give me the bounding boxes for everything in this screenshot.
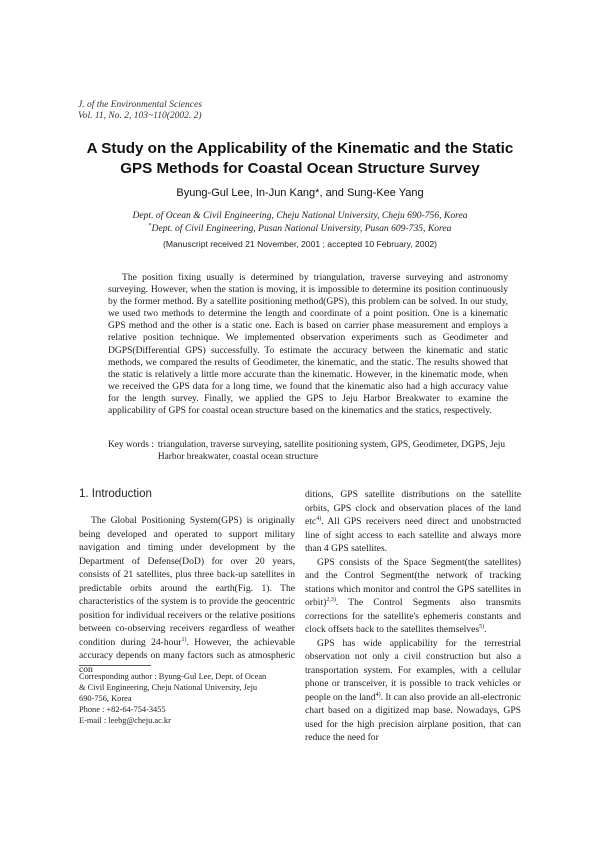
footnote-line-3: 690-756, Korea [79, 694, 132, 703]
citation-ref: 4) [375, 691, 381, 698]
keywords [108, 439, 518, 463]
paper-title [60, 139, 540, 179]
manuscript-dates: (Manuscript received 21 November, 2001 ; accepted 10 February, 2002) [162, 239, 438, 249]
intro-paragraph-1-continued: ditions, GPS satellite distributions on the satellite orbits, GPS clock and observation places of the land etc$^{4)}$. All GPS receivers need direct and unobstructed line of sight access to each satellite and always more than 4 GPS satellites. [305, 489, 521, 554]
corresponding-author-footnote [79, 671, 294, 726]
intro-paragraph-1: The Global Positioning System(GPS) is originally being developed and operated to support military navigation and timing under development by the Department of Defense(DoD) for over 20 years, consists of 21 satellites, plus three back-up satellites in predictable orbits around the earth(Fig. 1). The characteristics of the system is to provide the geocentric position for individual receivers or the relative positions between co-observing receivers regardless of weather condition during 24-hour$^{1)}$. However, the achievable accuracy depends on many factors such as atmospheric con [79, 515, 295, 675]
section-heading: 1. Introduction [79, 488, 152, 500]
title-line-1: A Study on the Applicability of the Kinematic and the Static [86, 140, 514, 157]
journal-volume: Vol. 11, No. 2, 103~110(2002. 2) [78, 110, 202, 121]
citation-ref: 1) [181, 636, 187, 643]
footnote-line-1: Corresponding author : Byung-Gul Lee, Dept. of Ocean [79, 672, 267, 681]
keywords-label: Key words : [108, 440, 154, 450]
citation-ref: 4) [316, 515, 322, 522]
citation-ref: 2,3) [326, 596, 336, 603]
title-line-2: GPS Methods for Coastal Ocean Structure Survey [120, 160, 480, 177]
intro-paragraph-2: GPS consists of the Space Segment(the satellites) and the Control Segment(the network of tracking stations which monitor and control the GPS satellites in orbit)$^{2,3)}$. The Control Segments also transmits corrections for the satellite's ephemeris constants and clock offsets back to the satellites themselves$^{5)}$. [305, 556, 521, 635]
affiliation-mark: * [148, 222, 152, 229]
footnote-email: E-mail : leebg@cheju.ac.kr [79, 716, 171, 725]
journal-name: J. of the Environmental Sciences [78, 100, 202, 110]
affiliation-1: Dept. of Ocean & Civil Engineering, Cheju National University, Cheju 690-756, Korea [132, 210, 468, 221]
footnote-divider [79, 665, 151, 666]
footnote-phone: Phone : +82-64-754-3455 [79, 705, 166, 714]
left-column [79, 514, 295, 676]
abstract: The position fixing usually is determined by triangulation, traverse surveying and astronomy surveying. However, when the station is moving, it is impossible to determine its position continuously by the former method. By a satellite positioning method(GPS), this problem can be solved. In our study, we used two methods to determine the length and coordinate of a point position. One is a kinematic GPS method and the other is a static one. Each is based on carrier phase measurement and employs a relative position technique. We implemented observation experiments such as Geodimeter and DGPS(Differential GPS) successfully. To estimate the accuracy between the kinematic and static methods, we compared the results of Geodimeter, the kinematic, and the static. The results showed that the static is relatively a little more accurate than the kinematic. However, in the kinematic mode, when we received the GPS data for a long time, we found that the kinematic also had a high accuracy value for the length survey. Finally, we applied the GPS to Jeju Harbor Breakwater to examine the applicability of GPS for coastal ocean structure based on the kinematics and the statics, respectively. [108, 272, 508, 417]
journal-citation [78, 100, 202, 121]
affiliations [60, 210, 540, 235]
right-column [305, 488, 521, 745]
keywords-text: triangulation, traverse surveying, satellite positioning system, GPS, Geodimeter, DGPS, Jeju Harbor breakwater, coastal ocean structure [157, 440, 506, 462]
citation-ref: 5) [479, 623, 485, 630]
affiliation-2: *Dept. of Civil Engineering, Pusan National University, Pusan 609-735, Korea [148, 222, 452, 234]
author-list: Byung-Gul Lee, In-Jun Kang*, and Sung-Kee Yang [176, 187, 424, 199]
intro-paragraph-3: GPS has wide applicability for the terrestrial observation not only a civil construction but also a transportation system. For examples, with a cellular phone or transceiver, it is possible to track vehicles or people on the land$^{4)}$. It can also provide an all-electronic chart based on a digitized map base. Nowadays, GPS used for the high precision airplane position, that can reduce the need for [305, 637, 521, 743]
footnote-line-2: & Civil Engineering, Cheju National University, Jeju [79, 683, 258, 692]
